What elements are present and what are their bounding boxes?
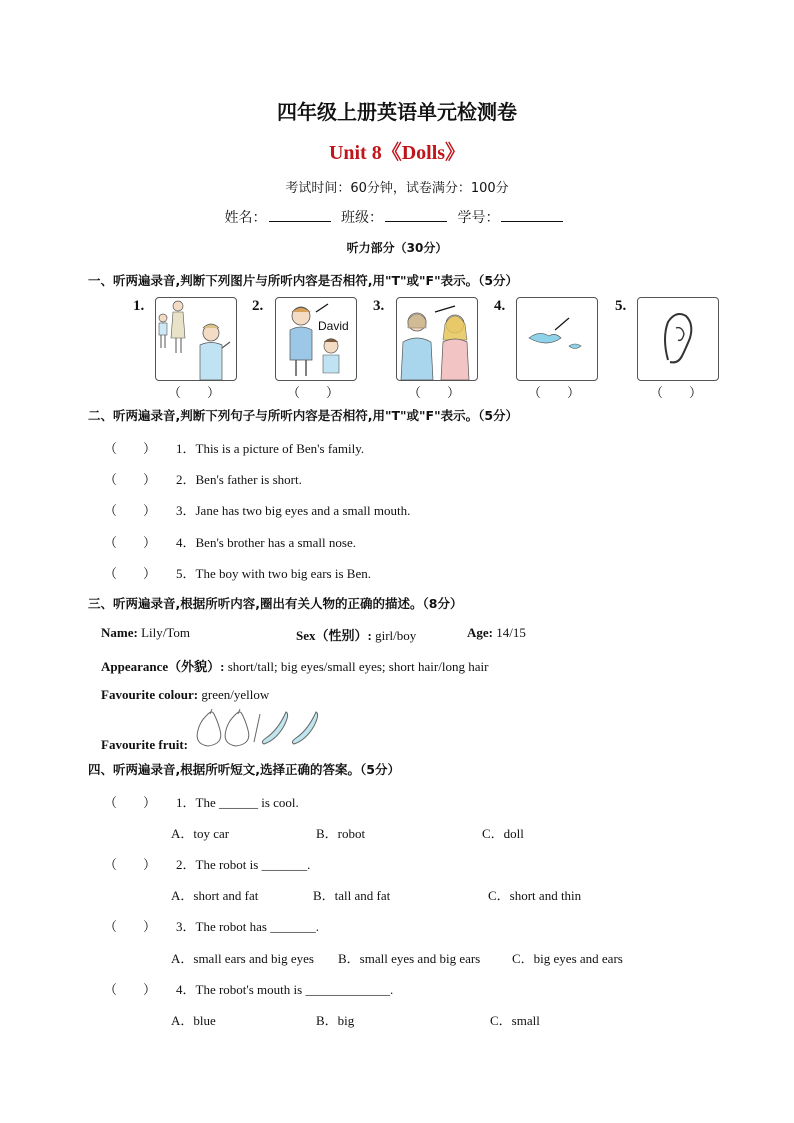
s4-question-2	[104, 854, 310, 873]
s2-item-4	[104, 532, 356, 551]
s4-q3-option-a[interactable]: A．small ears and big eyes	[171, 951, 314, 966]
exam-meta: 考试时间：60分钟，试卷满分：100分	[285, 181, 509, 196]
s3-appearance-row	[101, 656, 488, 675]
s3-name-row	[101, 625, 190, 641]
s3-name-value[interactable]: Lily/Tom	[141, 625, 190, 640]
pic2-number: 2.	[252, 298, 264, 314]
unit-subtitle: Unit 8《Dolls》	[328, 142, 466, 164]
s3-appearance-value[interactable]: short/tall; big eyes/small eyes; short hair/long hair	[227, 659, 489, 674]
pear-icon[interactable]	[197, 709, 221, 746]
s2-text-2: 2．Ben's father is short.	[176, 472, 302, 487]
section4-heading: 四、听两遍录音,根据所听短文,选择正确的答案。（5分）	[88, 762, 400, 777]
s2-item-5	[104, 563, 371, 582]
s3-name-label: Name:	[101, 625, 138, 640]
s3-age-row	[467, 625, 526, 641]
s2-text-4: 4．Ben's brother has a small nose.	[176, 535, 356, 550]
s4-q1-option-c[interactable]: C．doll	[482, 826, 524, 841]
number-blank[interactable]	[501, 209, 563, 222]
s4-q2-option-a[interactable]: A．short and fat	[171, 888, 259, 903]
pic5-answer[interactable]: （ ）	[650, 385, 703, 400]
fruit-choices-illustration	[194, 708, 324, 755]
s4-q4-option-c[interactable]: C．small	[490, 1013, 540, 1028]
pic4-mouth-illustration	[516, 297, 598, 381]
s4-text-4: 4．The robot's mouth is _____________.	[176, 982, 394, 997]
pic1-family-illustration	[155, 297, 237, 381]
s2-answer-4[interactable]: （ ）	[104, 535, 157, 550]
s4-q3-option-c[interactable]: C．big eyes and ears	[512, 951, 623, 966]
pic3-girls-illustration	[396, 297, 478, 381]
s2-item-1	[104, 438, 364, 457]
pic2-david-illustration	[275, 297, 357, 381]
pear-icon-2[interactable]	[225, 709, 249, 746]
s2-answer-3[interactable]: （ ）	[104, 503, 157, 518]
student-info-row	[0, 207, 794, 227]
page-title: 四年级上册英语单元检测卷	[277, 100, 517, 124]
pic3-number: 3.	[373, 298, 385, 314]
s4-q4-option-a[interactable]: A．blue	[171, 1013, 216, 1028]
number-label: 学号：	[457, 210, 500, 226]
pic4-number: 4.	[494, 298, 506, 314]
s4-q1-option-a[interactable]: A．toy car	[171, 826, 230, 841]
pic1-number: 1.	[133, 298, 145, 314]
pic5-number: 5.	[615, 298, 627, 314]
s4-answer-4[interactable]: （ ）	[104, 982, 157, 997]
section1-heading: 一、听两遍录音,判断下列图片与所听内容是否相符,用"T"或"F"表示。（5分）	[88, 273, 519, 288]
s4-answer-3[interactable]: （ ）	[104, 919, 157, 934]
pic5-ear-illustration	[637, 297, 719, 381]
banana-icon[interactable]	[262, 712, 287, 744]
s4-text-3: 3．The robot has _______.	[176, 919, 319, 934]
section2-heading: 二、听两遍录音,判断下列句子与所听内容是否相符,用"T"或"F"表示。（5分）	[88, 408, 519, 423]
pic1-answer[interactable]: （ ）	[168, 385, 221, 400]
s2-text-3: 3．Jane has two big eyes and a small mouth.	[176, 503, 411, 518]
s4-q4-option-b[interactable]: B．big	[316, 1013, 355, 1028]
name-blank[interactable]	[269, 209, 331, 222]
class-label: 班级：	[341, 210, 383, 226]
s3-colour-row	[101, 687, 269, 703]
class-blank[interactable]	[385, 209, 447, 222]
s4-q3-option-b[interactable]: B．small eyes and big ears	[338, 951, 481, 966]
s2-item-3	[104, 500, 410, 519]
s3-sex-value[interactable]: girl/boy	[375, 628, 417, 643]
pic2-answer[interactable]: （ ）	[287, 385, 340, 400]
listening-part-label: 听力部分（30分）	[346, 241, 448, 255]
s3-age-label: Age:	[467, 625, 493, 640]
s3-age-value[interactable]: 14/15	[496, 625, 526, 640]
s2-text-5: 5．The boy with two big ears is Ben.	[176, 566, 371, 581]
s4-q2-option-c[interactable]: C．short and thin	[488, 888, 582, 903]
s3-fruit-row	[101, 737, 188, 753]
s3-sex-row	[296, 625, 416, 644]
s4-question-4	[104, 979, 393, 998]
s4-question-3	[104, 916, 319, 935]
s4-answer-2[interactable]: （ ）	[104, 857, 157, 872]
s4-answer-1[interactable]: （ ）	[104, 795, 157, 810]
s3-colour-value[interactable]: green/yellow	[201, 687, 270, 702]
pic4-answer[interactable]: （ ）	[528, 385, 581, 400]
s3-sex-label: Sex（性别）:	[296, 628, 372, 643]
s4-text-2: 2．The robot is _______.	[176, 857, 311, 872]
s2-text-1: 1．This is a picture of Ben's family.	[176, 441, 365, 456]
s3-appearance-label: Appearance（外貌）:	[101, 659, 225, 674]
s2-answer-5[interactable]: （ ）	[104, 566, 157, 581]
name-label: 姓名：	[224, 210, 267, 226]
banana-icon-2[interactable]	[292, 712, 317, 744]
s4-q2-option-b[interactable]: B．tall and fat	[313, 888, 391, 903]
s2-item-2	[104, 469, 302, 488]
s3-fruit-label: Favourite fruit:	[101, 737, 189, 752]
s2-answer-2[interactable]: （ ）	[104, 472, 157, 487]
pic2-david-label: David	[318, 319, 349, 333]
s2-answer-1[interactable]: （ ）	[104, 441, 157, 456]
s4-text-1: 1．The ______ is cool.	[176, 795, 299, 810]
s3-colour-label: Favourite colour:	[101, 687, 199, 702]
s4-q1-option-b[interactable]: B．robot	[316, 826, 366, 841]
section3-heading: 三、听两遍录音,根据所听内容,圈出有关人物的正确的描述。（8分）	[88, 596, 463, 611]
s4-question-1	[104, 792, 299, 811]
pic3-answer[interactable]: （ ）	[408, 385, 461, 400]
